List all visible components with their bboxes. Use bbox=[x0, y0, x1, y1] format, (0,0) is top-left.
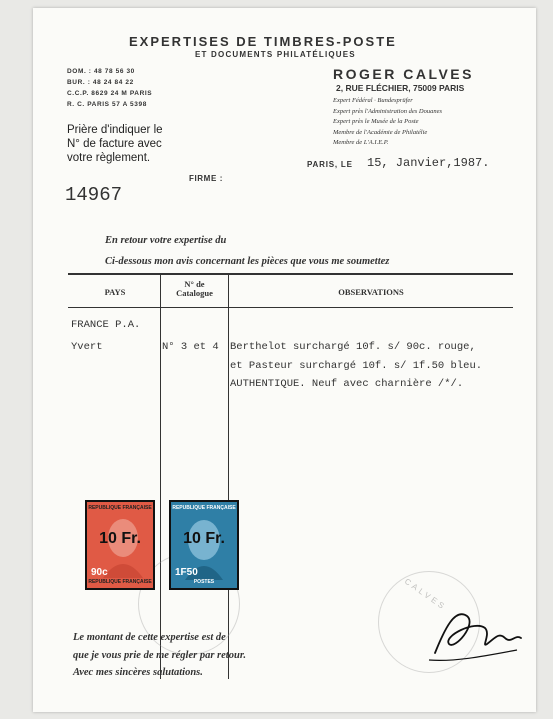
pays-line-1: FRANCE P.A. bbox=[71, 319, 141, 331]
stamp-footer: REPUBLIQUE FRANÇAISE bbox=[88, 579, 152, 585]
contact-home: DOM. : 48 78 56 30 bbox=[67, 68, 135, 75]
intro-line-1: En retour votre expertise du bbox=[105, 235, 227, 246]
certificate-number: 14967 bbox=[65, 184, 123, 206]
stamp-overprint: 10 Fr. bbox=[183, 530, 225, 547]
contact-ccp: C.C.P. 8629 24 M PARIS bbox=[67, 90, 153, 97]
expert-name: ROGER CALVES bbox=[333, 66, 474, 82]
qualification: Membre de l'Académie de Philatélie bbox=[333, 128, 428, 136]
stamp-overprint: 10 Fr. bbox=[99, 530, 141, 547]
contact-office: BUR. : 48 24 84 22 bbox=[67, 79, 134, 86]
invoice-note-line: N° de facture avec bbox=[67, 138, 162, 150]
invoice-note-line: Prière d'indiquer le bbox=[67, 124, 163, 136]
stamp-country: REPUBLIQUE FRANÇAISE bbox=[88, 505, 152, 511]
observation-line-3: AUTHENTIQUE. Neuf avec charnière /*/. bbox=[230, 378, 464, 390]
contact-block bbox=[67, 66, 152, 110]
header-observations: OBSERVATIONS bbox=[338, 287, 404, 297]
qualification: Expert Fédéral · Bundesprüfer bbox=[333, 97, 413, 104]
closing-line-2: que je vous prie de me régler par retour. bbox=[73, 650, 246, 661]
catalogue-number: N° 3 et 4 bbox=[162, 341, 219, 353]
header-catalogue-line: Catalogue bbox=[176, 288, 213, 298]
table-header-rule bbox=[68, 307, 513, 308]
stamp-country: REPUBLIQUE FRANÇAISE bbox=[172, 505, 236, 511]
stamp-footer: POSTES bbox=[193, 579, 215, 585]
stamp-pasteur bbox=[169, 500, 239, 590]
pays-line-2: Yvert bbox=[71, 341, 103, 353]
stamp-value: 1F50 bbox=[175, 567, 198, 578]
date-place: PARIS, LE bbox=[307, 160, 353, 169]
certificate-sheet bbox=[33, 8, 536, 712]
observation-line-2: et Pasteur surchargé 10f. s/ 1f.50 bleu. bbox=[230, 360, 483, 372]
header-catalogue-line: N° de bbox=[184, 279, 205, 289]
qualification: Expert près le Musée de la Poste bbox=[333, 118, 419, 125]
header-pays: PAYS bbox=[104, 287, 126, 297]
intro-line-2: Ci-dessous mon avis concernant les pièces que vous me soumettez bbox=[105, 256, 390, 267]
header-title: EXPERTISES DE TIMBRES-POSTE bbox=[129, 34, 397, 49]
invoice-note-line: votre règlement. bbox=[67, 152, 151, 164]
observation-line-1: Berthelot surchargé 10f. s/ 90c. rouge, bbox=[230, 341, 476, 353]
expert-address: 2, RUE FLÉCHIER, 75009 PARIS bbox=[336, 83, 465, 93]
header-subtitle: ET DOCUMENTS PHILATÉLIQUES bbox=[195, 50, 356, 59]
seal-text: CALVES bbox=[402, 576, 449, 613]
stamp-value: 90c bbox=[91, 567, 108, 578]
date-value: 15, Janvier,1987. bbox=[367, 156, 490, 170]
closing-line-1: Le montant de cette expertise est de bbox=[73, 632, 226, 643]
table-top-rule bbox=[68, 273, 513, 275]
invoice-note bbox=[67, 123, 163, 165]
firme-label: FIRME : bbox=[189, 174, 223, 183]
contact-rc: R. C. PARIS 57 A 5398 bbox=[67, 101, 147, 108]
stamp-berthelot bbox=[85, 500, 155, 590]
signature bbox=[425, 598, 525, 668]
header-catalogue bbox=[161, 280, 228, 298]
expert-qualifications bbox=[333, 96, 442, 149]
qualification: Expert près l'Administration des Douanes bbox=[333, 107, 442, 115]
closing-line-3: Avec mes sincères salutations. bbox=[73, 667, 203, 678]
qualification: Membre de L'A.I.E.P. bbox=[333, 139, 389, 146]
